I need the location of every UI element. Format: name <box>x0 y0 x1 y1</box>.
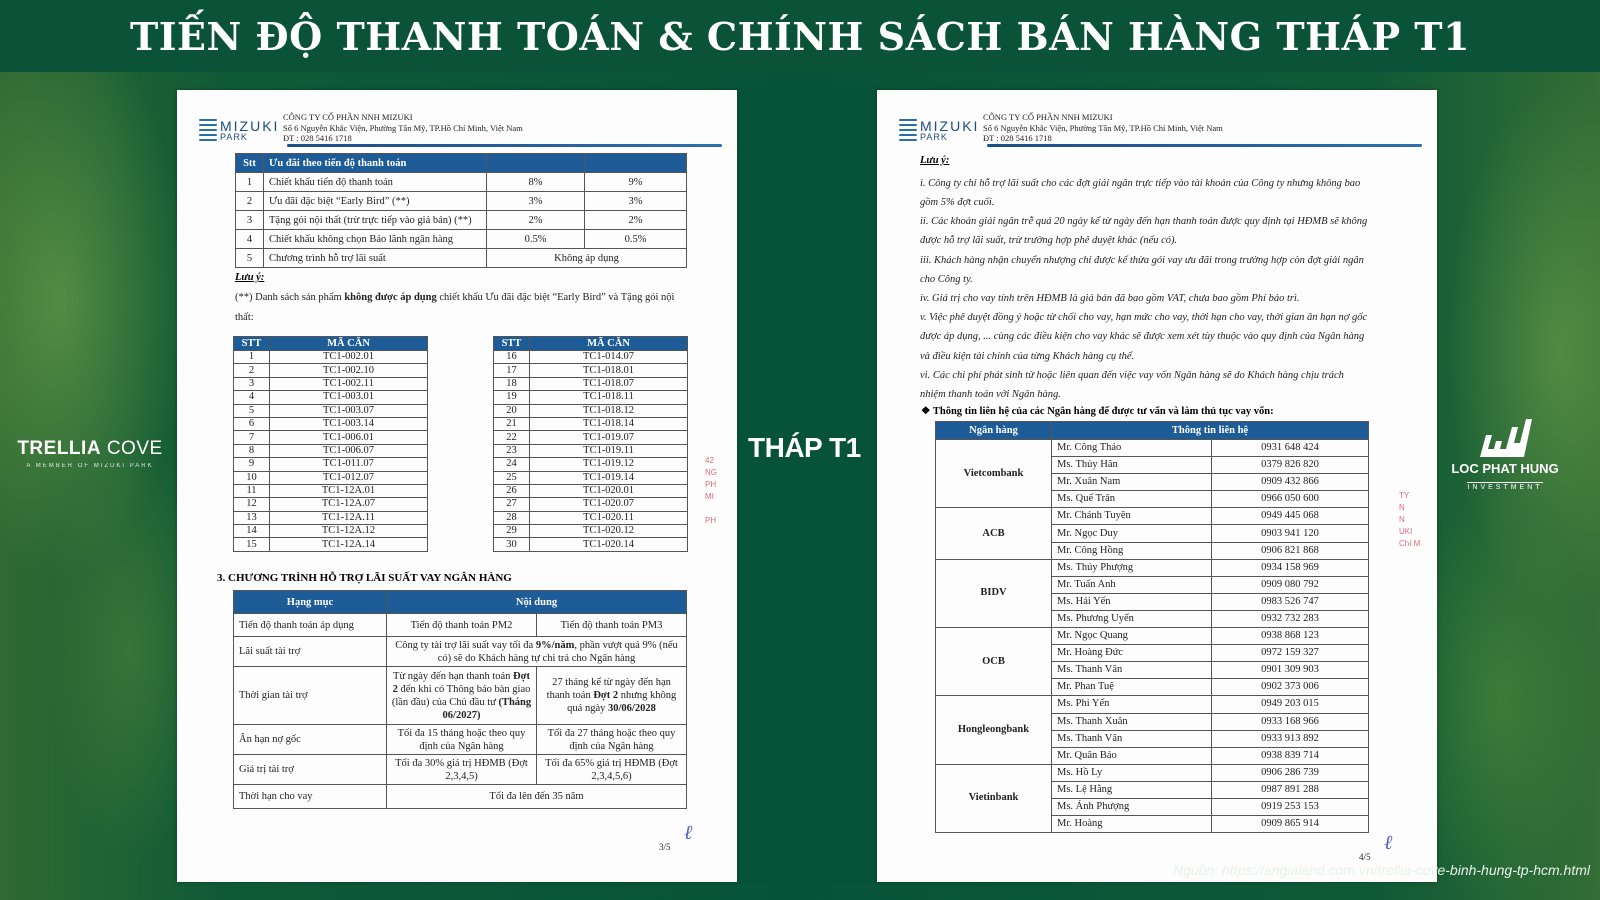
unit-stt: 8 <box>234 444 270 457</box>
unit-stt: 11 <box>234 484 270 497</box>
unit-code: TC1-12A.11 <box>270 511 428 524</box>
table-row: 1 Chiết khấu tiến độ thanh toán 8% 9% <box>236 173 687 192</box>
table-row <box>234 391 428 404</box>
contact-phone: 0987 891 288 <box>1212 781 1369 798</box>
contact-phone: 0932 732 283 <box>1212 610 1369 627</box>
company-address: Số 6 Nguyễn Khắc Viện, Phường Tân Mỹ, TP.Hồ Chí Minh, Việt Nam <box>983 122 1223 133</box>
contact-name: Ms. Thủy Hân <box>1052 457 1212 474</box>
table-row: 2 Ưu đãi đặc biệt “Early Bird” (**) 3% 3% <box>236 192 687 211</box>
note-v: v. Việc phê duyệt đồng ý hoặc từ chối cho vay, hạn mức cho vay, thời hạn cho vay, thời gian ân hạn nợ gốc được áp dụng, ... cùng các điều kiện cho vay khác sẽ được xem xét tùy thuộc vào quy định của Ngân hàng và điều kiện tài chính của từng Khách hàng cụ thể. <box>920 312 1368 362</box>
unit-stt: 28 <box>494 511 530 524</box>
unit-stt: 14 <box>234 525 270 538</box>
table-row <box>234 364 428 377</box>
mizuki-park-logo <box>199 110 283 150</box>
company-address: Số 6 Nguyễn Khắc Viện, Phường Tân Mỹ, TP.Hồ Chí Minh, Việt Nam <box>283 122 523 133</box>
contact-name: Mr. Xuân Nam <box>1052 474 1212 491</box>
table-row <box>234 444 428 457</box>
contact-phone: 0933 168 966 <box>1212 713 1369 730</box>
unit-code: TC1-018.07 <box>530 377 688 390</box>
unit-code: TC1-018.14 <box>530 417 688 430</box>
bank-contacts-heading: ❖ Thông tin liên hệ của các Ngân hàng để được tư vấn và làm thủ tục vay vốn: <box>921 406 1274 417</box>
table-row <box>494 364 688 377</box>
table-row <box>494 498 688 511</box>
unit-stt: 12 <box>234 498 270 511</box>
loc-phat-hung-logo <box>1440 413 1570 494</box>
bank-name: Vietinbank <box>936 764 1052 832</box>
table-row <box>936 559 1369 576</box>
table-row: Thời gian tài trợ Từ ngày đến hạn thanh toán Đợt 2 đến khi có Thông báo bàn giao (lần đầu) của Chủ đầu tư (Tháng 06/2027) 27 tháng kể từ ngày đến hạn thanh toán Đợt 2 nhưng không quá ngày 30/06/2028 <box>234 667 687 725</box>
unit-code: TC1-018.01 <box>530 364 688 377</box>
unit-code: TC1-12A.07 <box>270 498 428 511</box>
unit-code: TC1-014.07 <box>530 351 688 364</box>
waves-icon <box>199 119 217 141</box>
bank-contacts-table: Ngân hàng Thông tin liên hệ Vietcombank Mr. Công Thảo 0931 648 424 Ms. Thủy Hân 0379 826 820 Mr. Xuân Nam 0909 432 866 Ms. Quế Trân 0966 050 600 ACB Mr. Chánh Tuyên 0949 445 068 Mr. Ngọc Duy 0903 941 120 Mr. Công Hồng 0906 821 868 BIDV Ms. Thúy Phượng 0934 158 969 Mr. Tuấn Anh 0909 080 792 Ms. Hải Yến 0983 526 747 Ms. Phương Uyển 0932 732 283 OCB Mr. Ngọc Quang 0938 868 123 Mr. Hoàng Đức 0972 159 327 Ms. Thanh Vân 0901 309 903 Mr. Phan Tuệ 0902 373 006 Hongleongbank Ms. Phi Yến 0949 203 015 Ms. Thanh Xuân 0933 168 966 Ms. Thanh Vân 0933 913 892 Mr. Quân Bảo 0938 839 714 Vietinbank Ms. Hồ Ly 0906 286 739 Ms. Lệ Hằng 0987 891 288 Ms. Ánh Phượng 0919 253 153 Mr. Hoàng 0909 865 914 <box>935 421 1369 833</box>
unit-stt: 23 <box>494 444 530 457</box>
page-number: 4/5 <box>1359 852 1371 862</box>
unit-stt: 4 <box>234 391 270 404</box>
logo-word: MIZUKI <box>220 117 280 134</box>
logo-word: MIZUKI <box>920 117 980 134</box>
table-row: Tiến độ thanh toán áp dụng Tiến độ thanh toán PM2 Tiến độ thanh toán PM3 <box>234 614 687 637</box>
contact-phone: 0966 050 600 <box>1212 491 1369 508</box>
page-number: 3/5 <box>659 842 671 852</box>
source-note: Nguồn: https://angialand.com.vn/trellia-cove-binh-hung-tp-hcm.html <box>1172 862 1590 878</box>
table-row <box>936 764 1369 781</box>
company-stamp: 42 NG PH MI PH <box>705 456 717 525</box>
unit-code: TC1-12A.14 <box>270 538 428 551</box>
bank-name: BIDV <box>936 559 1052 627</box>
contact-phone: 0949 203 015 <box>1212 696 1369 713</box>
contact-name: Ms. Phi Yến <box>1052 696 1212 713</box>
contact-phone: 0933 913 892 <box>1212 730 1369 747</box>
company-stamp: TY N N UKI Chí M <box>1399 491 1421 548</box>
brand-name-light: COVE <box>101 438 163 459</box>
brand-name-bold: TRELLIA <box>17 438 102 459</box>
unit-code: TC1-019.11 <box>530 444 688 457</box>
contact-name: Mr. Ngọc Duy <box>1052 525 1212 542</box>
contact-name: Mr. Quân Bảo <box>1052 747 1212 764</box>
table-row <box>494 484 688 497</box>
contact-name: Mr. Chánh Tuyên <box>1052 508 1212 525</box>
contact-phone: 0983 526 747 <box>1212 593 1369 610</box>
note-vi: vi. Các chi phí phát sinh từ hoặc liên quan đến việc vay vốn Ngân hàng sẽ do Khách hàng chịu trách nhiệm thanh toán với Ngân hàng. <box>920 370 1344 401</box>
center-divider <box>736 88 878 882</box>
table-row: Lãi suất tài trợ Công ty tài trợ lãi suất vay tối đa 9%/năm, phần vượt quá 9% (nếu có) sẽ do Khách hàng tự chi trả cho Ngân hàng <box>234 637 687 667</box>
contact-phone: 0931 648 424 <box>1212 440 1369 457</box>
unit-stt: 17 <box>494 364 530 377</box>
contact-phone: 0909 432 866 <box>1212 474 1369 491</box>
table-row <box>936 508 1369 525</box>
unit-stt: 16 <box>494 351 530 364</box>
contact-name: Ms. Hải Yến <box>1052 593 1212 610</box>
unit-code: TC1-002.01 <box>270 351 428 364</box>
logo-sub: PARK <box>220 131 248 142</box>
table-row: Giá trị tài trợ Tối đa 30% giá trị HĐMB (Đợt 2,3,4,5) Tối đa 65% giá trị HĐMB (Đợt 2,3,4,5,6) <box>234 755 687 785</box>
unit-stt: 26 <box>494 484 530 497</box>
contact-name: Mr. Công Hồng <box>1052 542 1212 559</box>
unit-code: TC1-020.11 <box>530 511 688 524</box>
unit-stt: 6 <box>234 417 270 430</box>
unit-stt: 24 <box>494 458 530 471</box>
loan-support-table: Hạng mục Nội dung Tiến độ thanh toán áp dụng Tiến độ thanh toán PM2 Tiến độ thanh toán PM3 Lãi suất tài trợ Công ty tài trợ lãi suất vay tối đa 9%/năm, phần vượt quá 9% (nếu có) sẽ do Khách hàng tự chi trả cho Ngân hàng Thời gian tài trợ Từ ngày đến hạn thanh toán Đợt 2 đến khi có Thông báo bàn giao (lần đầu) của Chủ đầu tư (Tháng 06/2027) 27 tháng kể từ ngày đến hạn thanh toán Đợt 2 nhưng không quá ngày 30/06/2028 Ân hạn nợ gốc Tối đa 15 tháng hoặc theo quy định của Ngân hàng Tối đa 27 tháng hoặc theo quy định của Ngân hàng Giá trị tài trợ Tối đa 30% giá trị HĐMB (Đợt 2,3,4,5) Tối đa 65% giá trị HĐMB (Đợt 2,3,4,5,6) Thời hạn cho vay Tối đa lên đến 35 năm <box>233 590 687 809</box>
table-row <box>234 431 428 444</box>
contact-phone: 0909 080 792 <box>1212 576 1369 593</box>
contact-name: Mr. Ngọc Quang <box>1052 628 1212 645</box>
unit-stt: 10 <box>234 471 270 484</box>
note-title: Lưu ý: <box>920 155 950 166</box>
table-row <box>234 525 428 538</box>
table-row <box>494 377 688 390</box>
contact-phone: 0379 826 820 <box>1212 457 1369 474</box>
tower-label: THÁP T1 <box>748 432 861 463</box>
contact-name: Ms. Lệ Hằng <box>1052 781 1212 798</box>
unit-code: TC1-002.10 <box>270 364 428 377</box>
contact-name: Ms. Phương Uyển <box>1052 610 1212 627</box>
unit-code: TC1-018.12 <box>530 404 688 417</box>
unit-stt: 21 <box>494 417 530 430</box>
table-row <box>494 404 688 417</box>
table-row <box>234 498 428 511</box>
mizuki-park-logo <box>899 110 983 150</box>
contact-name: Mr. Công Thảo <box>1052 440 1212 457</box>
unit-code: TC1-012.07 <box>270 471 428 484</box>
title-bar <box>0 0 1600 72</box>
unit-stt: 30 <box>494 538 530 551</box>
section-3-heading: 3. CHƯƠNG TRÌNH HỖ TRỢ LÃI SUẤT VAY NGÂN HÀNG <box>217 572 512 584</box>
contact-phone: 0902 373 006 <box>1212 679 1369 696</box>
bank-name: ACB <box>936 508 1052 559</box>
company-name: CÔNG TY CỔ PHẦN NNH MIZUKI <box>283 112 413 122</box>
table-row <box>494 444 688 457</box>
contact-phone: 0906 286 739 <box>1212 764 1369 781</box>
note-title: Lưu ý: <box>235 272 265 283</box>
contact-phone: 0906 821 868 <box>1212 542 1369 559</box>
waves-icon <box>899 119 917 141</box>
contact-name: Ms. Hồ Ly <box>1052 764 1212 781</box>
unit-code: TC1-018.11 <box>530 391 688 404</box>
unit-stt: 15 <box>234 538 270 551</box>
contact-name: Mr. Hoàng <box>1052 816 1212 833</box>
unit-stt: 13 <box>234 511 270 524</box>
table-row <box>494 511 688 524</box>
table-row <box>494 417 688 430</box>
note-ii: ii. Các khoản giải ngân trễ quá 20 ngày kể từ ngày đến hạn thanh toán được quy định tại HĐMB sẽ không được hỗ trợ lãi suất, trừ trường hợp phê duyệt khác (nếu có). <box>920 216 1368 247</box>
col-incentive: Ưu đãi theo tiến độ thanh toán <box>264 154 487 173</box>
contact-phone: 0938 868 123 <box>1212 628 1369 645</box>
contact-phone: 0949 445 068 <box>1212 508 1369 525</box>
table-row <box>936 628 1369 645</box>
company-name: CÔNG TY CỔ PHẦN NNH MIZUKI <box>983 112 1113 122</box>
contact-name: Ms. Ánh Phượng <box>1052 798 1212 815</box>
contact-name: Ms. Quế Trân <box>1052 491 1212 508</box>
table-row <box>494 351 688 364</box>
unit-code: TC1-020.07 <box>530 498 688 511</box>
unit-stt: 19 <box>494 391 530 404</box>
excluded-units-table-1: STT MÃ CĂN 1 TC1-002.01 2 TC1-002.10 3 TC1-002.11 4 TC1-003.01 5 TC1-003.07 6 TC1-003.14 7 TC1-006.01 8 TC1-006.07 9 TC1-011.07 10 TC1-012.07 11 TC1-12A.01 12 TC1-12A.07 13 TC1-12A.11 14 TC1-12A.12 15 TC1-12A.14 <box>233 336 428 552</box>
table-row: 4 Chiết khấu không chọn Bảo lãnh ngân hàng 0.5% 0.5% <box>236 230 687 249</box>
unit-code: TC1-003.14 <box>270 417 428 430</box>
company-phone: ĐT : 028 5416 1718 <box>983 133 1052 143</box>
unit-stt: 20 <box>494 404 530 417</box>
unit-code: TC1-12A.01 <box>270 484 428 497</box>
unit-code: TC1-003.01 <box>270 391 428 404</box>
table-row <box>494 431 688 444</box>
contact-phone: 0938 839 714 <box>1212 747 1369 764</box>
unit-stt: 9 <box>234 458 270 471</box>
table-row <box>234 484 428 497</box>
table-row <box>234 351 428 364</box>
contact-phone: 0919 253 153 <box>1212 798 1369 815</box>
contact-name: Ms. Thúy Phượng <box>1052 559 1212 576</box>
unit-code: TC1-020.12 <box>530 525 688 538</box>
page-title: TIẾN ĐỘ THANH TOÁN & CHÍNH SÁCH BÁN HÀNG THÁP T1 <box>129 13 1471 59</box>
unit-code: TC1-12A.12 <box>270 525 428 538</box>
contact-name: Ms. Thanh Vân <box>1052 730 1212 747</box>
logo-sub: PARK <box>920 131 948 142</box>
unit-code: TC1-019.07 <box>530 431 688 444</box>
unit-code: TC1-019.12 <box>530 458 688 471</box>
contact-name: Mr. Hoàng Đức <box>1052 645 1212 662</box>
table-row <box>494 458 688 471</box>
unit-stt: 22 <box>494 431 530 444</box>
unit-code: TC1-006.01 <box>270 431 428 444</box>
brand-tagline: A MEMBER OF MIZUKI PARK <box>26 463 154 469</box>
unit-stt: 27 <box>494 498 530 511</box>
table-row: Thời hạn cho vay Tối đa lên đến 35 năm <box>234 785 687 809</box>
table-row <box>234 458 428 471</box>
unit-code: TC1-006.07 <box>270 444 428 457</box>
bank-name: Vietcombank <box>936 440 1052 508</box>
unit-stt: 5 <box>234 404 270 417</box>
unit-code: TC1-011.07 <box>270 458 428 471</box>
unit-code: TC1-002.11 <box>270 377 428 390</box>
contact-phone: 0903 941 120 <box>1212 525 1369 542</box>
signature-mark: ℓ <box>684 820 693 844</box>
bank-name: OCB <box>936 628 1052 696</box>
table-row <box>234 404 428 417</box>
bank-name: Hongleongbank <box>936 696 1052 764</box>
table-row: 5 Chương trình hỗ trợ lãi suất Không áp dụng <box>236 249 687 268</box>
signature-mark: ℓ <box>1384 830 1393 854</box>
table-row: 3 Tặng gói nội thất (trừ trực tiếp vào giá bán) (**) 2% 2% <box>236 211 687 230</box>
unit-stt: 25 <box>494 471 530 484</box>
table-row <box>936 696 1369 713</box>
contact-name: Ms. Thanh Vân <box>1052 662 1212 679</box>
note-i: i. Công ty chỉ hỗ trợ lãi suất cho các đợt giải ngân trực tiếp vào tài khoản của Công ty nhưng không bao gồm 5% đợt cuối. <box>920 178 1361 209</box>
note-text: (**) Danh sách sản phẩm không được áp dụng chiết khấu Ưu đãi đặc biệt “Early Bird” và Tặng gói nội thất: <box>235 292 675 323</box>
unit-stt: 1 <box>234 351 270 364</box>
contact-phone: 0909 865 914 <box>1212 816 1369 833</box>
table-row <box>234 417 428 430</box>
contact-name: Ms. Thanh Xuân <box>1052 713 1212 730</box>
letterhead-rule <box>287 144 722 147</box>
table-row: Ân hạn nợ gốc Tối đa 15 tháng hoặc theo quy định của Ngân hàng Tối đa 27 tháng hoặc theo quy định của Ngân hàng <box>234 725 687 755</box>
unit-code: TC1-020.01 <box>530 484 688 497</box>
lph-tagline: INVESTMENT <box>1467 484 1543 491</box>
company-phone: ĐT : 028 5416 1718 <box>283 133 352 143</box>
table-row <box>234 538 428 551</box>
table-row <box>234 377 428 390</box>
incentive-table <box>235 153 687 268</box>
note-iii: iii. Khách hàng nhận chuyển nhượng chỉ được kế thừa gói vay ưu đãi trong trường hợp còn đợt giải ngân cho Công ty. <box>920 255 1364 286</box>
unit-code: TC1-019.14 <box>530 471 688 484</box>
unit-code: TC1-020.14 <box>530 538 688 551</box>
lph-name: LOC PHAT HUNG <box>1451 461 1559 476</box>
trellia-cove-logo <box>10 438 170 469</box>
contact-phone: 0972 159 327 <box>1212 645 1369 662</box>
col-stt: Stt <box>236 154 264 173</box>
letterhead-rule <box>987 144 1422 147</box>
table-row <box>494 525 688 538</box>
contact-name: Mr. Phan Tuệ <box>1052 679 1212 696</box>
note-iv: iv. Giá trị cho vay tính trên HĐMB là giá bán đã bao gồm VAT, chưa bao gồm Phí bảo trì. <box>920 293 1300 304</box>
table-row <box>234 471 428 484</box>
unit-code: TC1-003.07 <box>270 404 428 417</box>
unit-stt: 2 <box>234 364 270 377</box>
unit-stt: 3 <box>234 377 270 390</box>
contact-phone: 0934 158 969 <box>1212 559 1369 576</box>
table-row <box>494 391 688 404</box>
document-page-4 <box>877 90 1437 882</box>
lph-logo-icon <box>1440 413 1570 459</box>
table-row <box>936 440 1369 457</box>
table-row <box>494 471 688 484</box>
contact-phone: 0901 309 903 <box>1212 662 1369 679</box>
table-row <box>494 538 688 551</box>
unit-stt: 29 <box>494 525 530 538</box>
excluded-units-table-2: STT MÃ CĂN 16 TC1-014.07 17 TC1-018.01 18 TC1-018.07 19 TC1-018.11 20 TC1-018.12 21 TC1-018.14 22 TC1-019.07 23 TC1-019.11 24 TC1-019.12 25 TC1-019.14 26 TC1-020.01 27 TC1-020.07 28 TC1-020.11 29 TC1-020.12 30 TC1-020.14 <box>493 336 688 552</box>
document-page-3 <box>177 90 737 882</box>
table-row <box>234 511 428 524</box>
unit-stt: 7 <box>234 431 270 444</box>
contact-name: Mr. Tuấn Anh <box>1052 576 1212 593</box>
unit-stt: 18 <box>494 377 530 390</box>
